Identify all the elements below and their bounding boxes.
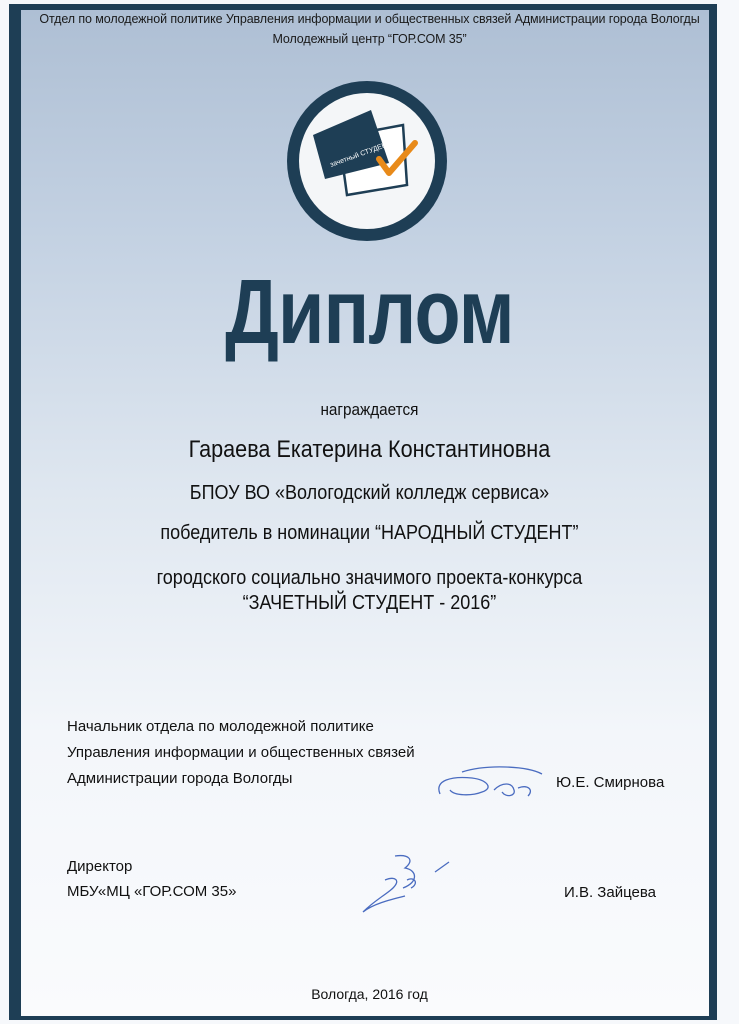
signatory-2-position-line: Директор: [67, 858, 133, 875]
signatory-2-name: И.В. Зайцева: [564, 884, 656, 901]
zachetny-student-logo: [281, 75, 453, 247]
issuer-line: Отдел по молодежной политике Управления информации и общественных связей Администрации города Вологды: [39, 12, 700, 26]
signatory-1-position-line: Управления информации и общественных связей: [67, 744, 415, 761]
diploma-title: Диплом: [225, 261, 514, 363]
project-line-2: “ЗАЧЕТНЫЙ СТУДЕНТ - 2016”: [242, 592, 497, 614]
issuer-center-line: Молодежный центр “ГОР.СОМ 35”: [272, 32, 467, 46]
signatory-2-position-line: МБУ«МЦ «ГОР.СОМ 35»: [67, 883, 237, 900]
place-date: Вологда, 2016 год: [311, 986, 428, 1002]
signatory-1-position-line: Начальник отдела по молодежной политике: [67, 718, 374, 735]
project-line-1: городского социально значимого проекта-конкурса: [156, 567, 583, 589]
recipient-name: Гараева Екатерина Константиновна: [188, 436, 551, 463]
nomination: победитель в номинации “НАРОДНЫЙ СТУДЕНТ”: [160, 522, 579, 544]
awarded-label: награждается: [320, 400, 419, 419]
signatory-1-position-line: Администрации города Вологды: [67, 770, 293, 787]
institution: БПОУ ВО «Вологодский колледж сервиса»: [189, 482, 550, 504]
signature-1: [432, 760, 552, 806]
signatory-1-name: Ю.Е. Смирнова: [556, 774, 665, 791]
logo-label: зачетный СТУДЕНТ: [329, 140, 393, 169]
signature-2: [345, 850, 465, 920]
